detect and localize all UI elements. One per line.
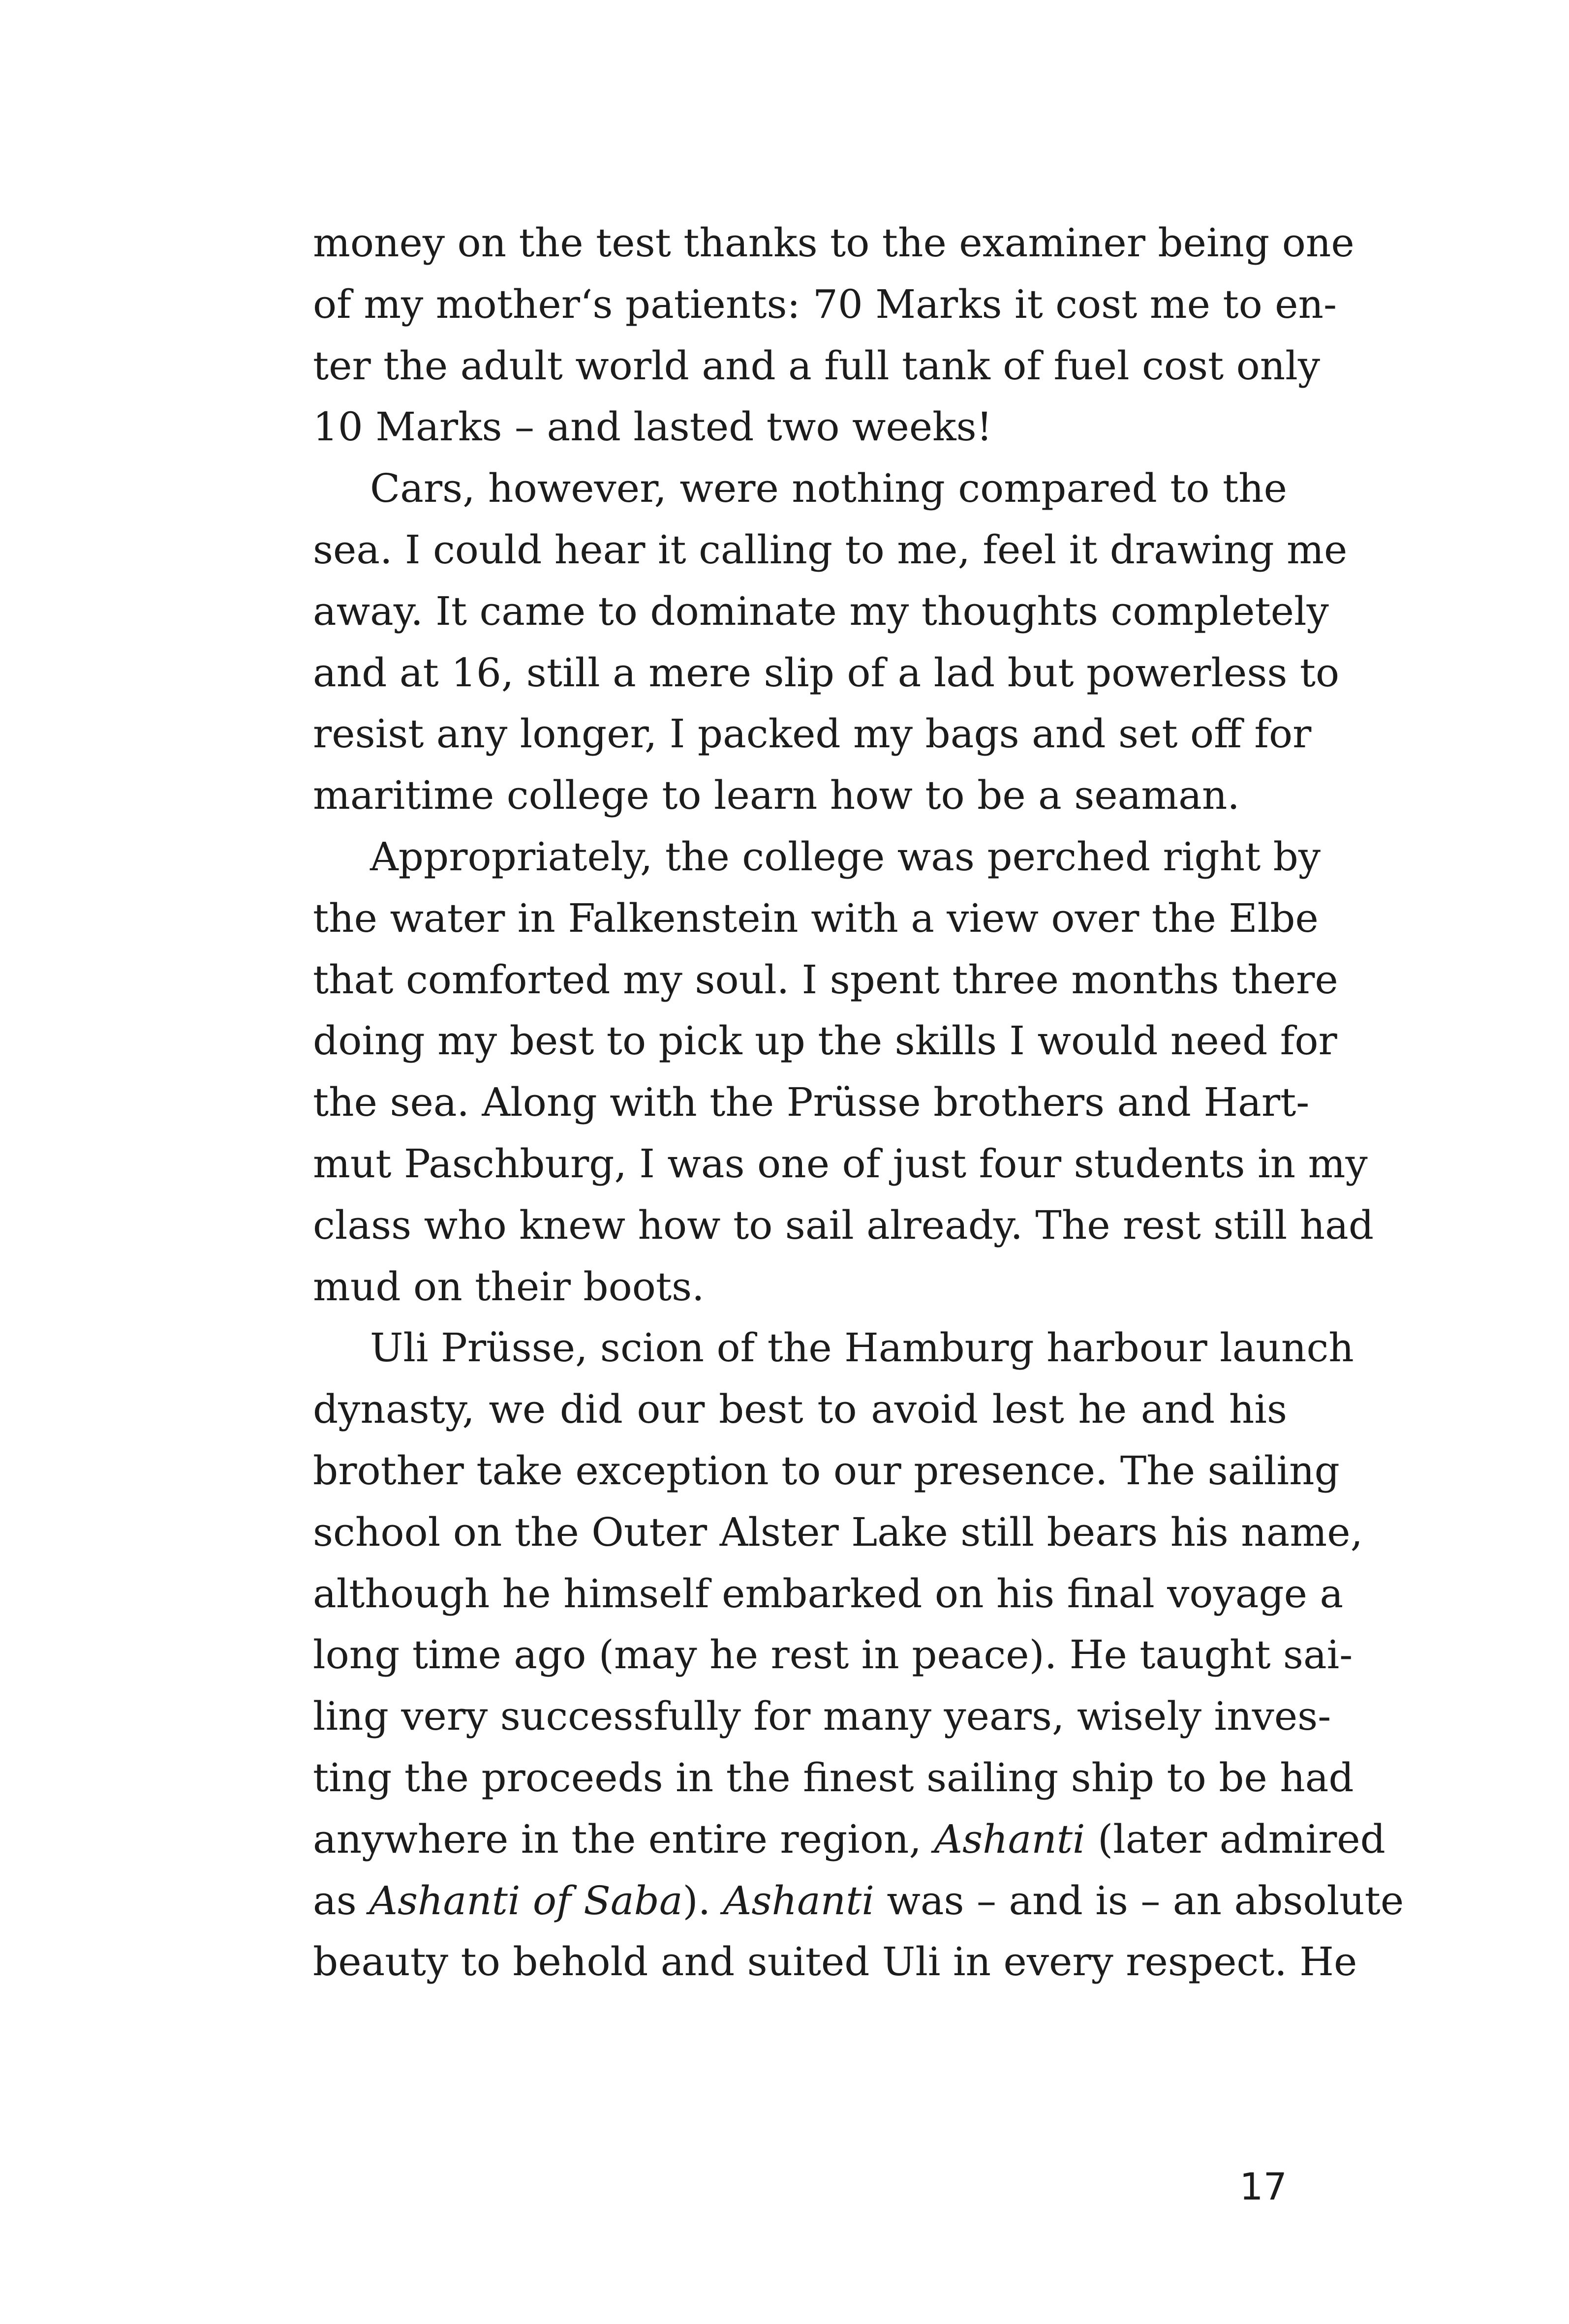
text-line: resist any longer, I packed my bags and set off for — [313, 711, 1312, 757]
text-line: the water in Falkenstein with a view over the Elbe — [313, 895, 1319, 941]
text-line: maritime college to learn how to be a seaman. — [313, 772, 1240, 819]
text-line: and at 16, still a mere slip of a lad but powerless to — [313, 649, 1340, 696]
text-line — [313, 1809, 1385, 1870]
text-line: money on the test thanks to the examiner being one — [313, 220, 1354, 266]
text-line: Uli Prüsse, scion of the Hamburg harbour launch — [370, 1325, 1354, 1371]
ship-name: Ashanti — [934, 1816, 1085, 1862]
text-line: doing my best to pick up the skills I would need for — [313, 1018, 1337, 1064]
text-line: Appropriately, the college was perched right by — [370, 833, 1321, 880]
text-line: although he himself embarked on his final voyage a — [313, 1570, 1344, 1617]
text-fragment: (later admired — [1085, 1816, 1385, 1862]
text-line: ting the proceeds in the finest sailing ship to be had — [313, 1754, 1354, 1801]
text-fragment: ). — [682, 1877, 723, 1924]
text-line: ter the adult world and a full tank of fuel cost only — [313, 342, 1321, 389]
text-line: long time ago (may he rest in peace). He taught sai- — [313, 1632, 1353, 1678]
text-line: mud on their boots. — [313, 1263, 705, 1310]
text-line: of my mother‘s patients: 70 Marks it cost me to en- — [313, 281, 1337, 327]
text-fragment: as — [313, 1877, 369, 1924]
text-line: 10 Marks – and lasted two weeks! — [313, 404, 992, 450]
text-line: class who knew how to sail already. The rest still had — [313, 1202, 1374, 1248]
text-line: school on the Outer Alster Lake still bears his name, — [313, 1509, 1363, 1555]
text-line: sea. I could hear it calling to me, feel it drawing me — [313, 526, 1348, 573]
text-fragment: was – and is – an absolute — [874, 1877, 1404, 1924]
body-text — [313, 213, 1404, 1993]
text-line: Cars, however, were nothing compared to the — [370, 465, 1287, 512]
text-line: brother take exception to our presence. The sailing — [313, 1447, 1340, 1494]
ship-name: Ashanti of Saba — [369, 1877, 683, 1924]
text-line: away. It came to dominate my thoughts completely — [313, 588, 1329, 634]
text-line: ling very successfully for many years, wisely inves- — [313, 1693, 1331, 1740]
text-line: beauty to behold and suited Uli in every respect. He — [313, 1939, 1357, 1985]
text-line — [313, 1870, 1404, 1932]
text-line: dynasty, we did our best to avoid lest he and his — [313, 1386, 1287, 1433]
text-line: that comforted my soul. I spent three months there — [313, 956, 1338, 1003]
page-number: 17 — [1239, 2165, 1287, 2208]
text-line: the sea. Along with the Prüsse brothers and Hart- — [313, 1079, 1310, 1126]
text-fragment: anywhere in the entire region, — [313, 1816, 934, 1862]
ship-name: Ashanti — [723, 1877, 874, 1924]
text-line: mut Paschburg, I was one of just four students in my — [313, 1140, 1368, 1187]
